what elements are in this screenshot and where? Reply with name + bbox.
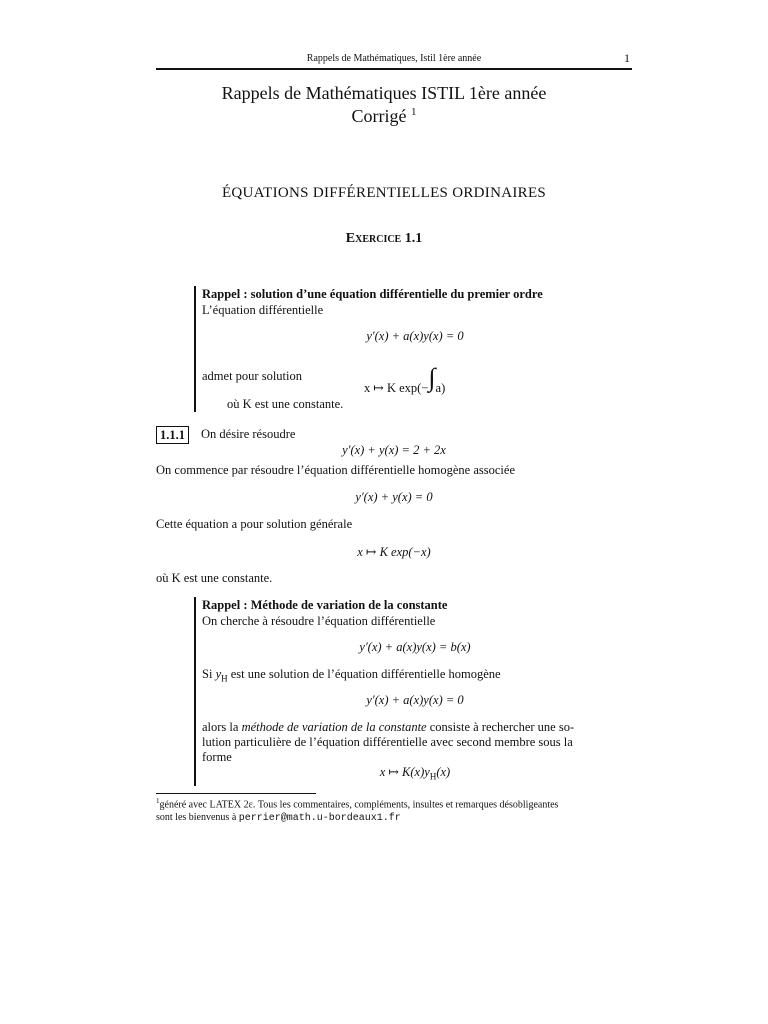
rappel-2-method-line-3: forme [202, 750, 232, 764]
form-y: y [424, 765, 430, 779]
general-solution: x ↦ K exp(−x) [357, 545, 431, 559]
rappel-1-solution-formula [364, 361, 446, 395]
rappel-2-method-line-1 [202, 720, 630, 735]
exercise-title-text: Exercice 1.1 [345, 231, 423, 246]
footnote-text-2: sont les bienvenus à [156, 812, 239, 824]
rappel-2-homogeneous-equation: y′(x) + a(x)y(x) = 0 [366, 693, 464, 707]
integral-symbol: ∫ [428, 363, 436, 392]
rappel-1-bar [194, 286, 196, 412]
question-step-2: Cette équation a pour solution générale [156, 517, 353, 531]
rappel-1-solution-label: admet pour solution [202, 369, 302, 383]
running-title: Rappels de Mathématiques, Istil 1ère année [306, 53, 482, 64]
footnote-mark: 1 [156, 797, 160, 805]
rappel-2-equation: y′(x) + a(x)y(x) = b(x) [359, 640, 471, 654]
question-equation: y′(x) + y(x) = 2 + 2x [342, 443, 446, 457]
rappel-1-formula-suffix: a) [435, 381, 446, 395]
rappel-1-equation: y′(x) + a(x)y(x) = 0 [366, 329, 464, 343]
footnote-line-1 [156, 795, 636, 811]
yH-symbol: y [215, 667, 222, 681]
form-subscript: H [429, 771, 437, 782]
title-footnote-mark: 1 [410, 106, 417, 118]
si-prefix: Si [202, 667, 216, 681]
method-name: méthode de variation de la constante [241, 720, 427, 734]
question-step-1: On commence par résoudre l’équation différentielle homogène associée [156, 463, 515, 477]
question-intro: On désire résoudre [201, 427, 296, 441]
method-prefix: alors la [202, 720, 242, 734]
rappel-1-intro: L’équation différentielle [202, 303, 324, 317]
footnote-email-link[interactable]: perrier@math.u-bordeaux1.fr [238, 813, 401, 825]
rappel-2-heading: Rappel : Méthode de variation de la constante [202, 598, 448, 612]
page-number: 1 [624, 51, 630, 65]
rappel-2-method-line-2: lution particulière de l’équation différentielle avec second membre sous la [202, 735, 573, 749]
rappel-2-bar [194, 597, 196, 786]
yH-subscript: H [221, 673, 228, 684]
title-corrige: Corrigé [351, 106, 407, 126]
footnote-text-1: généré avec LATEX 2ε. Tous les commentaires, compléments, insultes et remarques désobligeantes [159, 799, 559, 811]
rappel-1-heading: Rappel : solution d’une équation différentielle du premier ordre [202, 287, 543, 301]
rappel-2-si-line [202, 667, 501, 684]
form-prefix: x ↦ K(x) [379, 765, 425, 779]
document-title [0, 84, 768, 126]
rappel-1-note: où K est une constante. [227, 397, 344, 411]
homogeneous-equation: y′(x) + y(x) = 0 [355, 490, 433, 504]
si-suffix: est une solution de l’équation différentielle homogène [227, 667, 501, 681]
footnote-rule [156, 793, 316, 794]
section-title: ÉQUATIONS DIFFÉRENTIELLES ORDINAIRES [221, 185, 547, 201]
title-line-1: Rappels de Mathématiques ISTIL 1ère année [221, 83, 547, 103]
header-rule [156, 68, 632, 70]
question-note: où K est une constante. [156, 571, 273, 585]
running-header [156, 53, 632, 67]
rappel-2-form [200, 764, 630, 782]
form-suffix: (x) [436, 765, 451, 779]
rappel-2-intro: On cherche à résoudre l’équation différentielle [202, 614, 436, 628]
method-suffix: consiste à rechercher une so- [426, 720, 575, 734]
title-line-2 [0, 103, 768, 126]
exercise-title [0, 231, 768, 247]
question-number-box: 1.1.1 [156, 426, 189, 444]
footnote [156, 795, 636, 825]
rappel-1-formula-prefix: x ↦ K exp(− [364, 381, 429, 395]
footnote-line-2 [156, 811, 636, 825]
